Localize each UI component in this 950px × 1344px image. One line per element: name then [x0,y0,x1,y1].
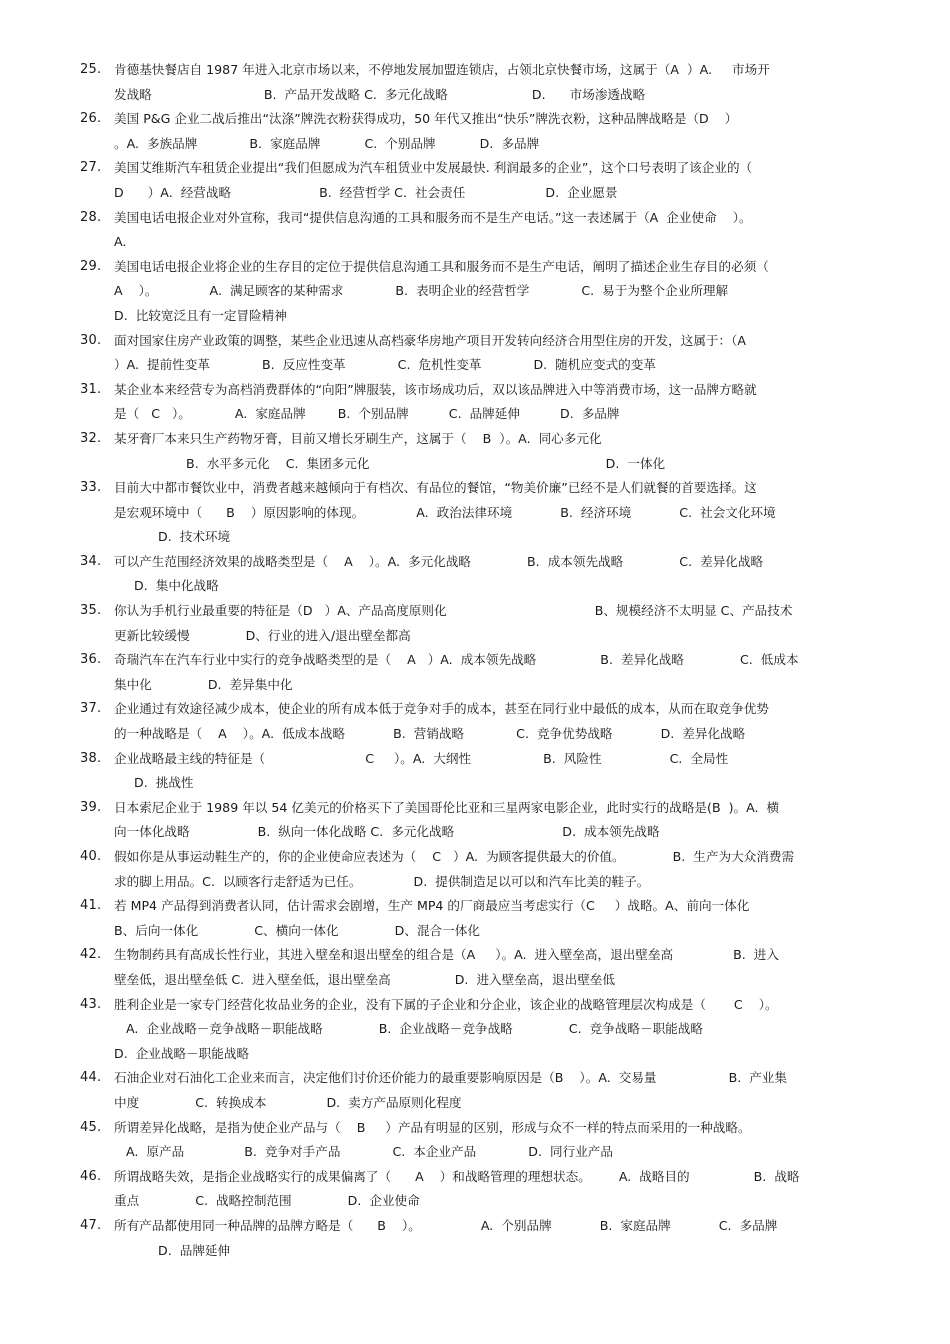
question-text-line: 的一种战略是（ A ）。A. 低成本战略 B. 营销战略 C. 竞争优势战略 D. 差异化战略 [114,726,746,742]
question-item [0,894,950,943]
question-item [0,255,950,329]
question-number: 41. [80,898,102,914]
question-item [0,943,950,992]
question-text-line: 美国电话电报企业对外宣称，我司“提供信息沟通的工具和服务而不是生产电话。”这一表述属于（A 企业使命 ）。 [114,209,752,225]
question-text-line: 肯德基快餐店自 1987 年进入北京市场以来，不停地发展加盟连锁店，占领北京快餐市场，这属于（A ）A. 市场开 [114,62,770,77]
question-number: 44. [80,1070,102,1086]
question-text-line: 企业战略最主线的特征是（ C ）。A. 大纲性 B. 风险性 C. 全局性 [114,750,729,766]
question-text-line: 美国艾维斯汽车租赁企业提出“我们但愿成为汽车租赁业中发展最快. 利润最多的企业”，这个口号表明了该企业的（ [114,160,753,176]
question-number: 39. [80,799,102,815]
question-text-line: 所有产品都使用同一种品牌的品牌方略是（ B ）。 A. 个别品牌 B. 家庭品牌 C. 多品牌 [114,1217,778,1233]
question-item [0,993,950,1067]
question-text-line: A. [114,234,127,250]
question-text-line: 壁垒低，退出壁垒低 C. 进入壁垒低，退出壁垒高 D. 进入壁垒高，退出壁垒低 [114,971,615,987]
question-text-line: D. 挑战性 [114,775,194,791]
question-number: 46. [80,1168,102,1184]
question-text-line: B. 水平多元化 C. 集团多元化 D. 一体化 [114,455,666,471]
question-number: 29. [80,258,102,274]
question-text-line: 日本索尼企业于 1989 年以 54 亿美元的价格买下了美国哥伦比亚和三星两家电影企业，此时实行的战略是(B )。A. 横 [114,799,780,815]
question-text-line: 企业通过有效途径减少成本，使企业的所有成本低于竞争对手的成本，甚至在同行业中最低的成本，从而在取竞争优势 [114,701,769,717]
question-text-line: 奇瑞汽车在汽车行业中实行的竞争战略类型的是（ A ）A. 成本领先战略 B. 差异化战略 C. 低成本 [114,652,799,668]
question-text-line: 假如你是从事运动鞋生产的，你的企业使命应表述为（ C ）A. 为顾客提供最大的价值。 B. 生产为大众消费需 [114,849,795,864]
question-text-line: 求的脚上用品。C. 以顾客行走舒适为已任。 D. 提供制造足以可以和汽车比美的鞋子。 [114,873,650,889]
question-text-line: ）A. 提前性变革 B. 反应性变革 C. 危机性变革 D. 随机应变式的变革 [114,357,656,373]
question-number: 34. [80,553,102,569]
question-text-line: A. 企业战略－竞争战略－职能战略 B. 企业战略－竞争战略 C. 竞争战略－职能战略 [114,1021,703,1037]
question-text-line: 美国电话电报企业将企业的生存目的定位于提供信息沟通工具和服务而不是生产电话，阐明了描述企业生存目的必须（ [114,258,769,274]
question-number: 42. [80,947,102,963]
question-text-line: 集中化 D. 差异集中化 [114,676,293,692]
question-item [0,796,950,845]
question-item [0,1165,950,1214]
question-text-line: 美国 P&G 企业二战后推出“汰涤”牌洗衣粉获得成功，50 年代又推出“快乐”牌洗衣粉，这种品牌战略是（D ） [114,111,738,127]
question-text-line: 是宏观环境中（ B ）原因影响的体现。 A. 政治法律环境 B. 经济环境 C. 社会文化环境 [114,504,776,520]
question-item [0,1116,950,1165]
question-item [0,378,950,427]
question-item [0,107,950,156]
question-text-line: D. 技术环境 [114,529,231,545]
question-text-line: D. 企业战略－职能战略 [114,1045,250,1061]
question-text-line: 。A. 多族品牌 B. 家庭品牌 C. 个别品牌 D. 多品牌 [114,135,540,151]
question-text-line: 若 MP4 产品得到消费者认同，估计需求会剧增，生产 MP4 的厂商最应当考虑实行（C ）战略。A、前向一体化 [114,898,750,914]
question-text-line: 中度 C. 转换成本 D. 卖方产品原则化程度 [114,1094,462,1110]
question-item [0,58,950,107]
question-number: 26. [80,111,102,127]
question-item [0,845,950,894]
question-number: 37. [80,701,102,717]
question-text-line: 某牙膏厂本来只生产药物牙膏，目前又增长牙刷生产，这属于（ B ）。A. 同心多元化 [114,430,602,446]
question-number: 45. [80,1119,102,1135]
question-text-line: 可以产生范围经济效果的战略类型是（ A ）。A. 多元化战略 B. 成本领先战略 C. 差异化战略 [114,553,764,569]
question-item [0,550,950,599]
question-number: 38. [80,750,102,766]
question-item [0,476,950,550]
question-text-line: 石油企业对石油化工企业来而言，决定他们讨价还价能力的最重要影响原因是（B ）。A. 交易量 B. 产业集 [114,1070,787,1086]
question-text-line: 向一体化战略 B. 纵向一体化战略 C. 多元化战略 D. 成本领先战略 [114,824,660,840]
question-item [0,1214,950,1263]
question-item [0,747,950,796]
question-number: 31. [80,381,102,397]
question-text-line: 胜利企业是一家专门经营化妆品业务的企业，没有下属的子企业和分企业，该企业的战略管理层次构成是（ C ）。 [114,996,778,1012]
question-item [0,427,950,476]
question-item [0,648,950,697]
question-text-line: 某企业本来经营专为高档消费群体的“向阳”牌服装，该市场成功后，双以该品牌进入中等消费市场，这一品牌方略就 [114,381,757,397]
question-text-line: 生物制药具有高成长性行业，其进入壁垒和退出壁垒的组合是（A ）。A. 进入壁垒高，退出壁垒高 B. 进入 [114,947,779,963]
question-item [0,697,950,746]
question-text-line: D. 比较宽泛且有一定冒险精神 [114,307,287,323]
question-text-line: A ）。 A. 满足顾客的某种需求 B. 表明企业的经营哲学 C. 易于为整个企业所理解 [114,283,729,299]
question-item [0,599,950,648]
question-item [0,1066,950,1115]
question-text-line: 更新比较缓慢 D、行业的进入/退出壁垒都高 [114,627,411,643]
question-item [0,156,950,205]
question-number: 33. [80,480,102,496]
question-number: 36. [80,652,102,668]
question-number: 30. [80,332,102,348]
question-number: 35. [80,603,102,619]
question-text-line: D. 集中化战略 [114,578,219,594]
question-text-line: 发战略 B. 产品开发战略 C. 多元化战略 D. 市场渗透战略 [114,86,646,102]
question-number: 43. [80,996,102,1012]
question-text-line: A. 原产品 B. 竞争对手产品 C. 本企业产品 D. 同行业产品 [114,1144,613,1160]
question-text-line: 是（ C ）。 A. 家庭品牌 B. 个别品牌 C. 品牌延伸 D. 多品牌 [114,406,620,422]
question-number: 40. [80,849,102,864]
question-text-line: 重点 C. 战略控制范围 D. 企业使命 [114,1193,420,1209]
question-number: 27. [80,160,102,176]
question-number: 47. [80,1217,102,1233]
question-text-line: D. 品牌延伸 [114,1242,231,1258]
question-number: 32. [80,430,102,446]
question-number: 25. [80,62,102,77]
question-text-line: B、后向一体化 C、横向一体化 D、混合一体化 [114,922,480,938]
question-text-line: 所谓战略失效，是指企业战略实行的成果偏离了（ A ）和战略管理的理想状态。 A. 战略目的 B. 战略 [114,1168,800,1184]
question-text-line: 目前大中都市餐饮业中，消费者越来越倾向于有档次、有品位的餐馆，“物美价廉”已经不是人们就餐的首要选择。这 [114,480,757,496]
question-number: 28. [80,209,102,225]
question-text-line: 面对国家住房产业政策的调整，某些企业迅速从高档豪华房地产项目开发转向经济合用型住房的开发，这属于：（A [114,332,747,348]
question-item [0,329,950,378]
question-text-line: 你认为手机行业最重要的特征是（D ）A、产品高度原则化 B、规模经济不太明显 C、产品技术 [114,603,793,619]
question-list [0,58,950,1263]
question-item [0,206,950,255]
question-text-line: 所谓差异化战略，是指为使企业产品与（ B ）产品有明显的区别，形成与众不一样的特点而采用的一种战略。 [114,1119,751,1135]
question-text-line: D ）A. 经营战略 B. 经营哲学 C. 社会责任 D. 企业愿景 [114,184,618,200]
